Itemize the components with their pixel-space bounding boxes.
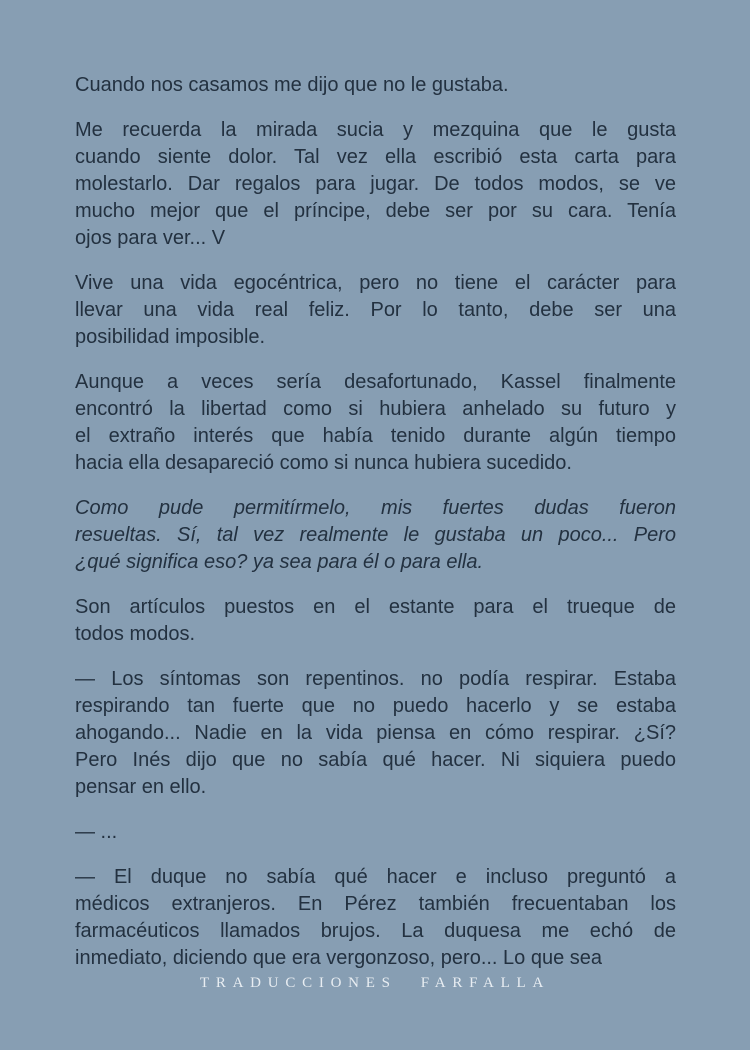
paragraph	[75, 594, 676, 648]
text-line: farmacéuticos llamados brujos. La duquesa me echó de	[75, 920, 676, 942]
text-line: el extraño interés que había tenido durante algún tiempo	[75, 425, 676, 447]
text-line: — Los síntomas son repentinos. no podía respirar. Estaba	[75, 668, 676, 690]
paragraph	[75, 495, 676, 576]
page-text	[75, 72, 676, 990]
text-line: Pero Inés dijo que no sabía qué hacer. Ni siquiera puedo	[75, 749, 676, 771]
text-line: Cuando nos casamos me dijo que no le gustaba.	[75, 74, 509, 96]
text-line: resueltas. Sí, tal vez realmente le gustaba un poco... Pero	[75, 524, 676, 546]
text-line: ojos para ver... V	[75, 227, 226, 249]
text-line: médicos extranjeros. En Pérez también frecuentaban los	[75, 893, 676, 915]
text-line: llevar una vida real feliz. Por lo tanto, debe ser una	[75, 299, 676, 321]
text-line: Aunque a veces sería desafortunado, Kassel finalmente	[75, 371, 676, 393]
text-line: cuando siente dolor. Tal vez ella escribió esta carta para	[75, 146, 676, 168]
text-line: respirando tan fuerte que no puedo hacerlo y se estaba	[75, 695, 676, 717]
text-line: posibilidad imposible.	[75, 326, 266, 348]
text-line: ahogando... Nadie en la vida piensa en cómo respirar. ¿Sí?	[75, 722, 676, 744]
text-line: encontró la libertad como si hubiera anhelado su futuro y	[75, 398, 676, 420]
text-line: ¿qué significa eso? ya sea para él o para ella.	[75, 551, 484, 573]
paragraph	[75, 72, 676, 99]
paragraph	[75, 270, 676, 351]
text-line: — ...	[75, 821, 118, 843]
paragraph	[75, 369, 676, 477]
text-line: Vive una vida egocéntrica, pero no tiene el carácter para	[75, 272, 676, 294]
paragraph	[75, 666, 676, 801]
text-line: hacia ella desapareció como si nunca hubiera sucedido.	[75, 452, 572, 474]
text-line: todos modos.	[75, 623, 196, 645]
text-line: — El duque no sabía qué hacer e incluso preguntó a	[75, 866, 676, 888]
translator-watermark: TRADUCCIONES FARFALLA	[199, 975, 551, 991]
text-line: Me recuerda la mirada sucia y mezquina que le gusta	[75, 119, 676, 141]
text-line: molestarlo. Dar regalos para jugar. De todos modos, se ve	[75, 173, 676, 195]
text-line: inmediato, diciendo que era vergonzoso, pero... Lo que sea	[75, 947, 603, 969]
text-line: mucho mejor que el príncipe, debe ser por su cara. Tenía	[75, 200, 676, 222]
text-line: Son artículos puestos en el estante para el trueque de	[75, 596, 676, 618]
paragraph	[75, 117, 676, 252]
text-line: pensar en ello.	[75, 776, 207, 798]
paragraph	[75, 864, 676, 972]
text-line: Como pude permitírmelo, mis fuertes dudas fueron	[75, 497, 676, 519]
paragraph	[75, 819, 676, 846]
